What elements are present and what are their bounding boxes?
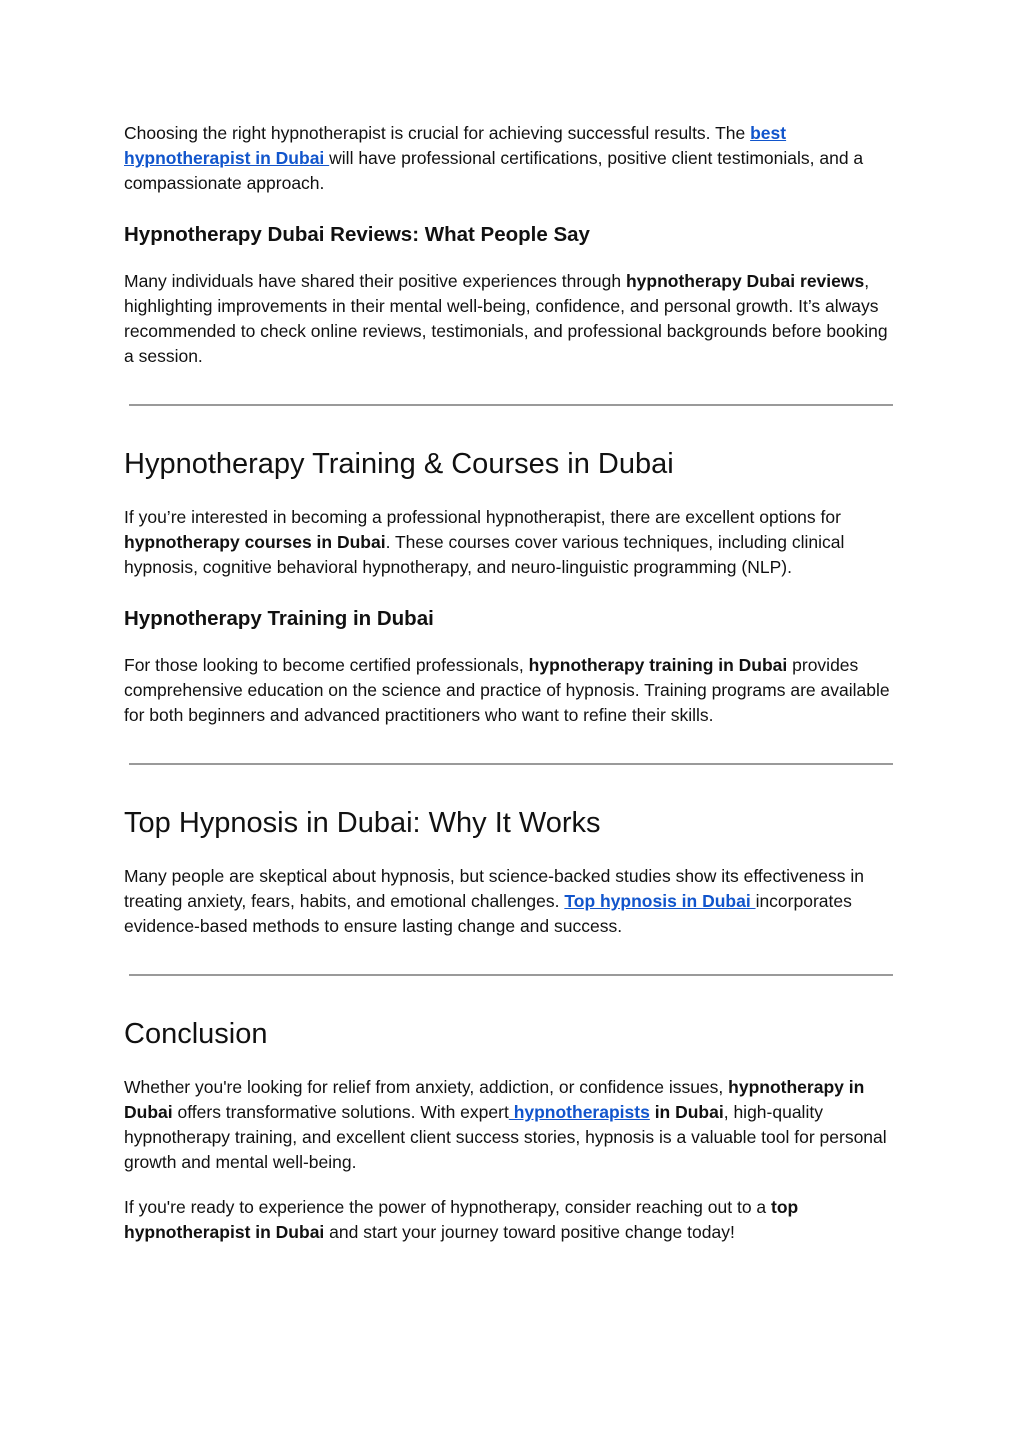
conclusion-text-mid: offers transformative solutions. With expert — [172, 1102, 509, 1122]
training-paragraph — [124, 653, 899, 728]
reviews-text: Many individuals have shared their positive experiences through — [124, 271, 626, 291]
conclusion-paragraph-1 — [124, 1075, 899, 1175]
conclusion-heading: Conclusion — [124, 1018, 268, 1050]
training-text: For those looking to become certified professionals, — [124, 655, 529, 675]
reviews-bold: hypnotherapy Dubai reviews — [625, 271, 865, 291]
top-hypnosis-link[interactable]: Top hypnosis in Dubai — [564, 891, 756, 911]
hypnotherapists-link[interactable]: hypnotherapists — [508, 1102, 650, 1122]
intro-text: Choosing the right hypnotherapist is crucial for achieving successful results. The — [124, 123, 751, 143]
reviews-text-end: , highlighting improvements in their mental well-being, confidence, and personal growth. It’s always recommended to check online reviews, testimonials, and professional backgrounds before booking a session. — [124, 271, 888, 366]
conclusion-bold: hypnotherapy in Dubai — [124, 1077, 865, 1122]
training-text-end: provides comprehensive education on the science and practice of hypnosis. Training programs are available for both beginners and advanced practitioners who want to refine their skills. — [124, 655, 890, 725]
intro-text-end: will have professional certifications, positive client testimonials, and a compassionate approach. — [124, 148, 864, 193]
closing-text: If you're ready to experience the power of hypnotherapy, consider reaching out to a — [124, 1197, 772, 1217]
closing-bold: top hypnotherapist in Dubai — [124, 1197, 799, 1242]
training-heading: Hypnotherapy Training & Courses in Dubai — [124, 448, 674, 480]
training-subheading: Hypnotherapy Training in Dubai — [124, 607, 434, 630]
top-hypnosis-text-end: incorporates evidence-based methods to ensure lasting change and success. — [124, 891, 852, 936]
closing-text-end: and start your journey toward positive change today! — [324, 1222, 735, 1242]
conclusion-paragraph-2 — [124, 1195, 899, 1245]
reviews-heading: Hypnotherapy Dubai Reviews: What People Say — [124, 223, 590, 246]
document-page — [124, 121, 899, 1245]
top-hypnosis-heading: Top Hypnosis in Dubai: Why It Works — [124, 807, 601, 839]
courses-bold: hypnotherapy courses in Dubai — [124, 532, 386, 552]
courses-paragraph — [124, 505, 899, 580]
best-hypnotherapist-link[interactable]: best hypnotherapist in Dubai — [124, 123, 787, 168]
top-hypnosis-paragraph — [124, 864, 899, 939]
top-hypnosis-text: Many people are skeptical about hypnosis, but science-backed studies show its effectiveness in treating anxiety, fears, habits, and emotional challenges. — [124, 866, 864, 911]
intro-paragraph — [124, 121, 899, 196]
conclusion-bold-2: in Dubai — [649, 1102, 724, 1122]
training-bold: hypnotherapy training in Dubai — [528, 655, 788, 675]
courses-text-end: . These courses cover various techniques, including clinical hypnosis, cognitive behavioral hypnotherapy, and neuro-linguistic programming (NLP). — [124, 532, 845, 577]
conclusion-text: Whether you're looking for relief from anxiety, addiction, or confidence issues, — [124, 1077, 729, 1097]
conclusion-text-end: , high-quality hypnotherapy training, and excellent client success stories, hypnosis is a valuable tool for personal growth and mental well-being. — [124, 1102, 887, 1172]
reviews-paragraph — [124, 269, 899, 369]
courses-text: If you’re interested in becoming a professional hypnotherapist, there are excellent options for — [124, 507, 841, 527]
